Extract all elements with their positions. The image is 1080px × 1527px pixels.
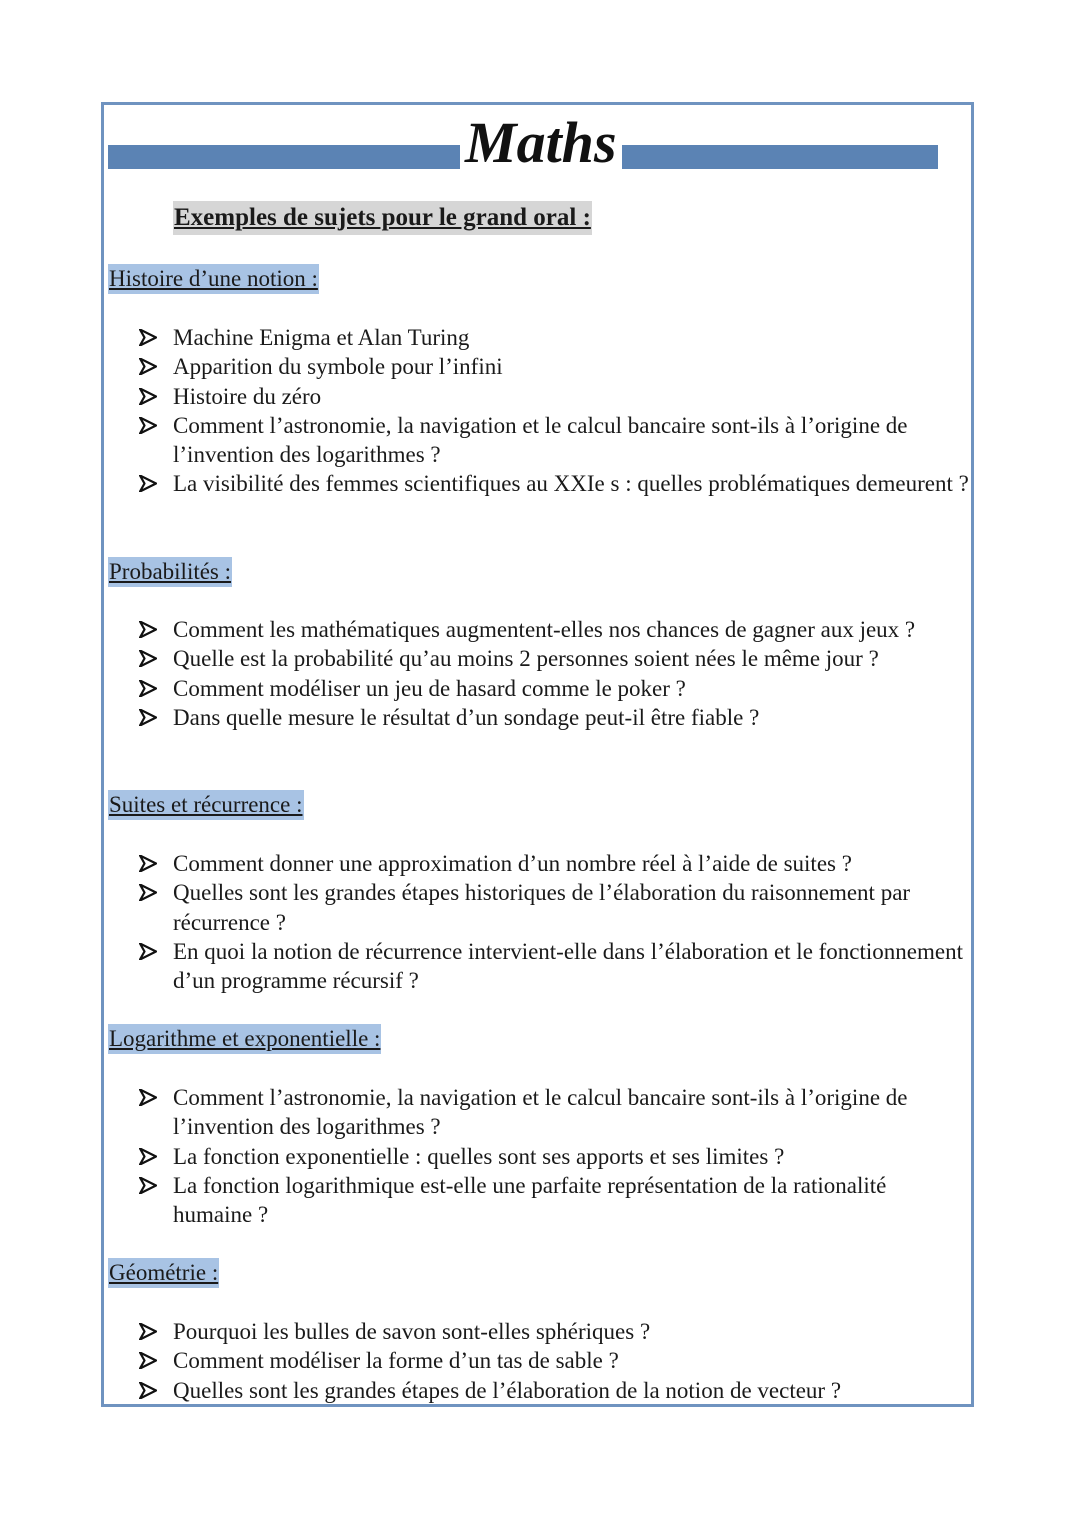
arrow-right-icon bbox=[139, 703, 159, 732]
list-item-text: En quoi la notion de récurrence intervient-elle dans l’élaboration et le fonctionnement d’un programme récursif ? bbox=[173, 938, 963, 994]
section-list-geometrie bbox=[139, 1317, 969, 1405]
arrow-right-icon bbox=[139, 323, 159, 352]
arrow-right-icon bbox=[139, 352, 159, 381]
arrow-right-icon bbox=[139, 615, 159, 644]
arrow-right-icon bbox=[139, 1171, 159, 1200]
list-item bbox=[139, 615, 969, 644]
list-item-text: La visibilité des femmes scientifiques au XXIe s : quelles problématiques demeurent ? bbox=[173, 471, 969, 497]
section-list-histoire bbox=[139, 323, 969, 499]
list-item bbox=[139, 1346, 969, 1375]
list-item bbox=[139, 644, 969, 673]
list-item bbox=[139, 411, 969, 470]
arrow-right-icon bbox=[139, 382, 159, 411]
arrow-right-icon bbox=[139, 411, 159, 440]
list-item bbox=[139, 1142, 969, 1171]
list-item bbox=[139, 382, 969, 411]
section-heading-geometrie: Géométrie : bbox=[108, 1258, 219, 1288]
arrow-right-icon bbox=[139, 1083, 159, 1112]
arrow-right-icon bbox=[139, 469, 159, 498]
arrow-right-icon bbox=[139, 1346, 159, 1375]
arrow-right-icon bbox=[139, 1376, 159, 1405]
list-item-text: Comment modéliser la forme d’un tas de sable ? bbox=[173, 1348, 619, 1374]
list-item bbox=[139, 878, 969, 937]
page-title: Maths bbox=[465, 110, 617, 175]
arrow-right-icon bbox=[139, 1142, 159, 1171]
arrow-right-icon bbox=[139, 1317, 159, 1346]
list-item bbox=[139, 674, 969, 703]
list-item bbox=[139, 1376, 969, 1405]
arrow-right-icon bbox=[139, 937, 159, 966]
section-heading-logarithme: Logarithme et exponentielle : bbox=[108, 1024, 381, 1054]
list-item-text: Comment modéliser un jeu de hasard comme le poker ? bbox=[173, 675, 686, 701]
list-item-text: Comment l’astronomie, la navigation et le calcul bancaire sont-ils à l’origine de l’invention des logarithmes ? bbox=[173, 412, 908, 468]
list-item bbox=[139, 1317, 969, 1346]
list-item bbox=[139, 703, 969, 732]
list-item-text: Quelles sont les grandes étapes historiques de l’élaboration du raisonnement par récurrence ? bbox=[173, 880, 911, 935]
section-list-suites bbox=[139, 849, 969, 995]
section-list-logarithme bbox=[139, 1083, 969, 1229]
section-heading-probabilites: Probabilités : bbox=[108, 557, 232, 587]
page-subtitle: Exemples de sujets pour le grand oral : bbox=[173, 201, 592, 235]
list-item-text: Comment l’astronomie, la navigation et le calcul bancaire sont-ils à l’origine de l’invention des logarithmes ? bbox=[173, 1085, 908, 1140]
list-item bbox=[139, 1083, 969, 1142]
list-item-text: Quelle est la probabilité qu’au moins 2 personnes soient nées le même jour ? bbox=[173, 646, 879, 672]
list-item-text: Dans quelle mesure le résultat d’un sondage peut-il être fiable ? bbox=[173, 704, 760, 730]
title-banner bbox=[108, 112, 938, 182]
arrow-right-icon bbox=[139, 849, 159, 878]
arrow-right-icon bbox=[139, 644, 159, 673]
section-heading-suites: Suites et récurrence : bbox=[108, 790, 304, 820]
list-item-text: Histoire du zéro bbox=[173, 383, 322, 409]
section-heading-histoire: Histoire d’une notion : bbox=[108, 264, 319, 294]
title-bar-left bbox=[108, 145, 460, 169]
list-item bbox=[139, 352, 969, 381]
list-item bbox=[139, 469, 969, 498]
title-bar-right bbox=[622, 145, 938, 169]
list-item-text: Pourquoi les bulles de savon sont-elles sphériques ? bbox=[173, 1319, 651, 1344]
list-item-text: La fonction exponentielle : quelles sont ses apports et ses limites ? bbox=[173, 1143, 785, 1169]
arrow-right-icon bbox=[139, 878, 159, 907]
list-item-text: Comment donner une approximation d’un nombre réel à l’aide de suites ? bbox=[173, 851, 852, 876]
arrow-right-icon bbox=[139, 674, 159, 703]
list-item-text: Machine Enigma et Alan Turing bbox=[173, 325, 470, 350]
list-item bbox=[139, 1171, 969, 1230]
list-item-text: La fonction logarithmique est-elle une parfaite représentation de la rationalité humaine ? bbox=[173, 1172, 887, 1228]
list-item bbox=[139, 849, 969, 878]
list-item bbox=[139, 937, 969, 996]
section-list-probabilites bbox=[139, 615, 969, 732]
list-item-text: Comment les mathématiques augmentent-elles nos chances de gagner aux jeux ? bbox=[173, 617, 916, 642]
list-item bbox=[139, 323, 969, 352]
list-item-text: Apparition du symbole pour l’infini bbox=[173, 354, 503, 380]
list-item-text: Quelles sont les grandes étapes de l’élaboration de la notion de vecteur ? bbox=[173, 1377, 842, 1403]
